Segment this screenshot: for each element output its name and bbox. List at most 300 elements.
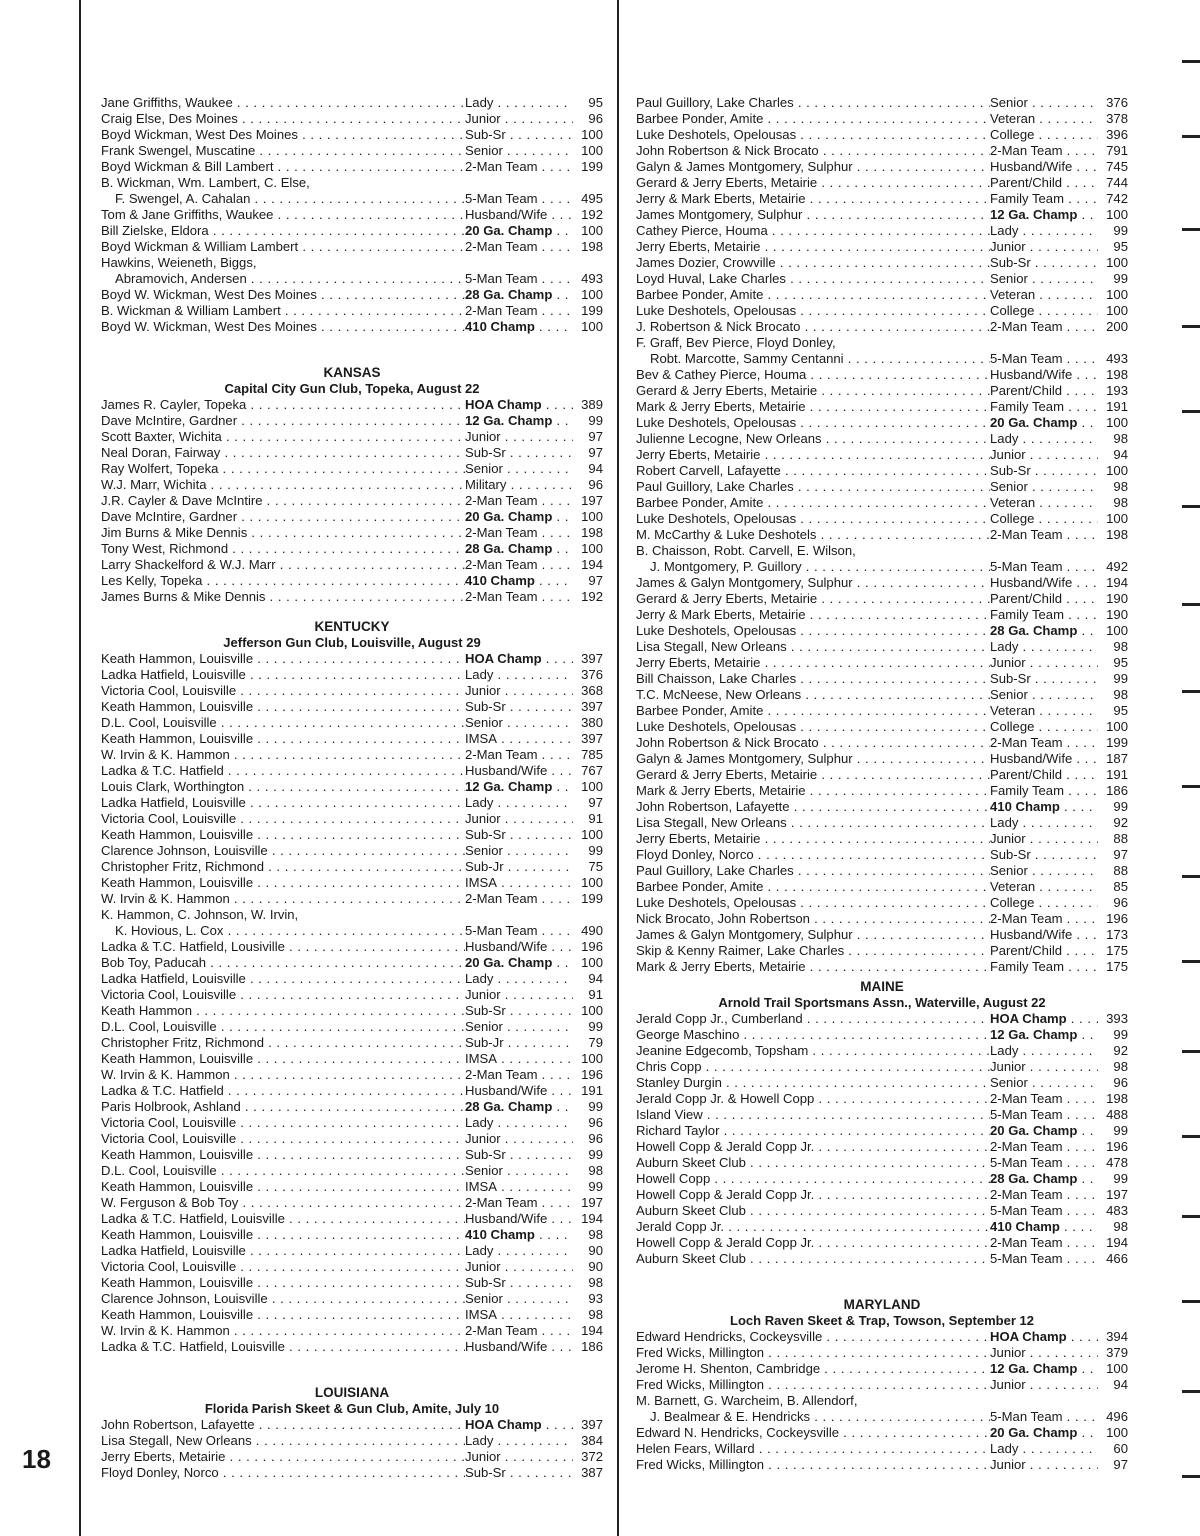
- score: 490: [581, 923, 603, 938]
- score: 99: [1113, 671, 1128, 686]
- result-row: [636, 1123, 1128, 1139]
- event-class: 2-Man Team: [990, 911, 1063, 926]
- result-row: [101, 747, 603, 763]
- score: 96: [1113, 1075, 1128, 1090]
- shooter-name: Auburn Skeet Club . . .: [636, 1203, 990, 1219]
- shooter-name: Luke Deshotels, Opelousas . . .: [636, 895, 990, 911]
- result-row: [636, 719, 1128, 735]
- result-row: [101, 1131, 603, 1147]
- shooter-name: Floyd Donley, Norco . . .: [101, 1465, 465, 1481]
- shooter-name: Dave McIntire, Gardner . . .: [101, 509, 465, 525]
- shooter-name: Jim Burns & Mike Dennis . . .: [101, 525, 465, 541]
- event-class: Lady: [465, 1243, 494, 1258]
- result-row: [101, 239, 603, 255]
- edge-mark: [1182, 785, 1200, 788]
- result-row: [636, 239, 1128, 255]
- score: 380: [581, 715, 603, 730]
- score: 99: [588, 1179, 603, 1194]
- event-class: Senior: [990, 863, 1028, 878]
- event-class: Family Team: [990, 399, 1064, 414]
- score: 95: [588, 95, 603, 110]
- club-heading: Arnold Trail Sportsmans Assn., Waterville, August 22: [718, 995, 1046, 1010]
- column-divider-rule: [617, 0, 619, 1536]
- event-class: IMSA: [465, 731, 498, 746]
- score: 100: [1106, 719, 1128, 734]
- shooter-name: Julienne Lecogne, New Orleans . . .: [636, 431, 990, 447]
- score: 98: [1113, 1219, 1128, 1234]
- shooter-name: M. McCarthy & Luke Deshotels . . .: [636, 527, 990, 543]
- result-row: [101, 1417, 603, 1433]
- edge-mark: [1182, 1475, 1200, 1478]
- event-class: Junior: [990, 1377, 1026, 1392]
- score: 397: [581, 731, 603, 746]
- shooter-name: Robert Carvell, Lafayette . . .: [636, 463, 990, 479]
- score: 186: [1106, 783, 1128, 798]
- shooter-name: Boyd W. Wickman, West Des Moines . . .: [101, 319, 465, 335]
- event-class: 2-Man Team: [990, 1139, 1063, 1154]
- score: 100: [581, 509, 603, 524]
- result-row: [101, 683, 603, 699]
- result-row: [101, 223, 603, 239]
- result-row: [101, 1449, 603, 1465]
- edge-mark: [1182, 1390, 1200, 1393]
- result-row: [636, 127, 1128, 143]
- event-class: 2-Man Team: [990, 1091, 1063, 1106]
- event-class: Sub-Sr: [990, 847, 1031, 862]
- edge-mark: [1182, 505, 1200, 508]
- score: 389: [581, 397, 603, 412]
- event-class: Junior: [465, 1259, 501, 1274]
- result-row: [636, 799, 1128, 815]
- score: 90: [588, 1259, 603, 1274]
- event-class: 5-Man Team: [990, 1203, 1063, 1218]
- score: 466: [1106, 1251, 1128, 1266]
- result-name-line: M. Barnett, G. Warcheim, B. Allendorf,: [636, 1393, 858, 1408]
- shooter-name: Craig Else, Des Moines . . .: [101, 111, 465, 127]
- result-row: [636, 1139, 1128, 1155]
- event-class: 20 Ga. Champ: [990, 1123, 1078, 1138]
- shooter-name: Auburn Skeet Club . . .: [636, 1251, 990, 1267]
- shooter-name: Ladka & T.C. Hatfield . . .: [101, 1083, 465, 1099]
- event-class: IMSA: [465, 1307, 498, 1322]
- event-class: Senior: [465, 1019, 503, 1034]
- edge-mark: [1182, 603, 1200, 606]
- event-class: 12 Ga. Champ: [465, 779, 553, 794]
- event-class: Military: [465, 477, 507, 492]
- result-row: [101, 955, 603, 971]
- event-class: 2-Man Team: [465, 1067, 538, 1082]
- event-class: 20 Ga. Champ: [990, 1425, 1078, 1440]
- score: 98: [1113, 687, 1128, 702]
- shooter-name: Boyd Wickman, West Des Moines . . .: [101, 127, 465, 143]
- shooter-name: T.C. McNeese, New Orleans . . .: [636, 687, 990, 703]
- edge-mark: [1182, 1215, 1200, 1218]
- event-class: Lady: [990, 223, 1019, 238]
- shooter-name: D.L. Cool, Louisville . . .: [101, 715, 465, 731]
- event-class: 410 Champ: [990, 1219, 1060, 1234]
- score: 197: [1106, 1187, 1128, 1202]
- score: 191: [1106, 399, 1128, 414]
- shooter-name: Howell Copp . . .: [636, 1171, 990, 1187]
- event-class: HOA Champ: [990, 1329, 1067, 1344]
- event-class: HOA Champ: [465, 1417, 542, 1432]
- shooter-name: Chris Copp . . .: [636, 1059, 990, 1075]
- event-class: Lady: [465, 667, 494, 682]
- score: 100: [581, 955, 603, 970]
- score: 96: [588, 477, 603, 492]
- event-class: 2-Man Team: [465, 557, 538, 572]
- event-class: College: [990, 719, 1035, 734]
- shooter-name: B. Wickman & William Lambert . . .: [101, 303, 465, 319]
- result-row: [101, 303, 603, 319]
- event-class: Junior: [465, 683, 501, 698]
- event-class: Husband/Wife: [990, 751, 1073, 766]
- event-class: Sub-Sr: [990, 671, 1031, 686]
- shooter-name: Jerry & Mark Eberts, Metairie . . .: [636, 607, 990, 623]
- event-class: Husband/Wife: [990, 367, 1073, 382]
- event-class: Lady: [465, 971, 494, 986]
- result-row: [636, 223, 1128, 239]
- score: 98: [588, 1275, 603, 1290]
- score: 379: [1106, 1345, 1128, 1360]
- event-class: Sub-Sr: [465, 1003, 506, 1018]
- result-row: [101, 1035, 603, 1051]
- edge-mark: [1182, 875, 1200, 878]
- score: 99: [1113, 223, 1128, 238]
- score: 397: [581, 1417, 603, 1432]
- score: 91: [588, 987, 603, 1002]
- result-row: [101, 1019, 603, 1035]
- shooter-name: W. Irvin & K. Hammon . . .: [101, 1067, 465, 1083]
- score: 186: [581, 1339, 603, 1354]
- score: 100: [581, 875, 603, 890]
- shooter-name: Jane Griffiths, Waukee . . .: [101, 95, 465, 111]
- event-class: Husband/Wife: [990, 575, 1073, 590]
- event-class: Veteran: [990, 703, 1036, 718]
- shooter-name: Keath Hammon, Louisville . . .: [101, 1147, 465, 1163]
- shooter-name: Ladka Hatfield, Louisville . . .: [101, 795, 465, 811]
- result-row: [101, 1211, 603, 1227]
- shooter-name: Jerry Eberts, Metairie . . .: [101, 1449, 465, 1465]
- score: 196: [1106, 911, 1128, 926]
- shooter-name: Stanley Durgin . . .: [636, 1075, 990, 1091]
- edge-mark: [1182, 690, 1200, 693]
- shooter-name: W.J. Marr, Wichita . . .: [101, 477, 465, 493]
- edge-mark: [1182, 228, 1200, 231]
- result-row: [101, 779, 603, 795]
- result-name-line: Hawkins, Weieneth, Biggs,: [101, 255, 257, 270]
- event-class: Husband/Wife: [990, 159, 1073, 174]
- shooter-name: Howell Copp & Jerald Copp Jr. . . .: [636, 1187, 990, 1203]
- result-row: [101, 875, 603, 891]
- edge-mark: [1182, 1050, 1200, 1053]
- result-row: [101, 95, 603, 111]
- event-class: 12 Ga. Champ: [990, 1027, 1078, 1042]
- result-row: [636, 1027, 1128, 1043]
- result-row: [101, 445, 603, 461]
- shooter-name: Jerald Copp Jr. & Howell Copp . . .: [636, 1091, 990, 1107]
- score: 785: [581, 747, 603, 762]
- shooter-name: Bill Chaisson, Lake Charles . . .: [636, 671, 990, 687]
- score: 376: [581, 667, 603, 682]
- result-row: [636, 1107, 1128, 1123]
- shooter-name: Bob Toy, Paducah . . .: [101, 955, 465, 971]
- shooter-name: Paul Guillory, Lake Charles . . .: [636, 863, 990, 879]
- result-row: [636, 447, 1128, 463]
- shooter-name: Ladka Hatfield, Louisville . . .: [101, 667, 465, 683]
- score: 98: [1113, 1059, 1128, 1074]
- result-row: [636, 191, 1128, 207]
- score: 100: [1106, 511, 1128, 526]
- result-name-line: B. Chaisson, Robt. Carvell, E. Wilson,: [636, 543, 856, 558]
- shooter-name: Jerald Copp Jr., Cumberland . . .: [636, 1011, 990, 1027]
- result-row: [636, 367, 1128, 383]
- result-row: [101, 541, 603, 557]
- result-row: [101, 811, 603, 827]
- result-row: [101, 1051, 603, 1067]
- shooter-name: Paul Guillory, Lake Charles . . .: [636, 479, 990, 495]
- score: 197: [581, 1195, 603, 1210]
- result-row: [101, 763, 603, 779]
- shooter-name: Mark & Jerry Eberts, Metairie . . .: [636, 783, 990, 799]
- event-class: 410 Champ: [990, 799, 1060, 814]
- result-row: [636, 1043, 1128, 1059]
- shooter-name: Galyn & James Montgomery, Sulphur . . .: [636, 751, 990, 767]
- result-row: [636, 783, 1128, 799]
- result-row: [101, 159, 603, 175]
- shooter-name: Lisa Stegall, New Orleans . . .: [636, 639, 990, 655]
- event-class: Parent/Child: [990, 943, 1063, 958]
- result-row: [636, 95, 1128, 111]
- event-class: Husband/Wife: [465, 1083, 548, 1098]
- result-row: [636, 463, 1128, 479]
- club-heading: Capital City Gun Club, Topeka, August 22: [224, 381, 480, 396]
- shooter-name: Ladka & T.C. Hatfield, Louisville . . .: [101, 1211, 465, 1227]
- shooter-name: Frank Swengel, Muscatine . . .: [101, 143, 465, 159]
- score: 97: [588, 445, 603, 460]
- shooter-name: Howell Copp & Jerald Copp Jr. . . .: [636, 1235, 990, 1251]
- score: 97: [588, 429, 603, 444]
- score: 98: [1113, 495, 1128, 510]
- shooter-name: Victoria Cool, Louisville . . .: [101, 1115, 465, 1131]
- shooter-name: James R. Cayler, Topeka . . .: [101, 397, 465, 413]
- shooter-name: John Robertson & Nick Brocato . . .: [636, 735, 990, 751]
- score: 100: [581, 1003, 603, 1018]
- shooter-name: Gerard & Jerry Eberts, Metairie . . .: [636, 383, 990, 399]
- result-row: [636, 735, 1128, 751]
- shooter-name: Richard Taylor . . .: [636, 1123, 990, 1139]
- score: 95: [1113, 703, 1128, 718]
- shooter-name: Victoria Cool, Louisville . . .: [101, 811, 465, 827]
- event-class: Senior: [990, 271, 1028, 286]
- score: 368: [581, 683, 603, 698]
- score: 94: [588, 461, 603, 476]
- event-class: Senior: [465, 143, 503, 158]
- event-class: 5-Man Team: [990, 351, 1063, 366]
- event-class: Parent/Child: [990, 767, 1063, 782]
- event-class: Lady: [465, 1433, 494, 1448]
- score: 100: [1106, 623, 1128, 638]
- score: 194: [581, 1323, 603, 1338]
- event-class: Junior: [990, 239, 1026, 254]
- score: 199: [1106, 735, 1128, 750]
- event-class: HOA Champ: [465, 397, 542, 412]
- result-row: [101, 715, 603, 731]
- result-row: [636, 303, 1128, 319]
- event-class: Senior: [465, 461, 503, 476]
- result-row: [636, 511, 1128, 527]
- event-class: 28 Ga. Champ: [990, 1171, 1078, 1186]
- event-class: Sub-Sr: [465, 1465, 506, 1480]
- shooter-name: Loyd Huval, Lake Charles . . .: [636, 271, 990, 287]
- event-class: College: [990, 127, 1035, 142]
- shooter-name: Ladka & T.C. Hatfield, Lousiville . . .: [101, 939, 465, 955]
- event-class: Junior: [465, 1131, 501, 1146]
- event-class: Junior: [465, 111, 501, 126]
- shooter-name: Larry Shackelford & W.J. Marr . . .: [101, 557, 465, 573]
- result-row: [636, 1441, 1128, 1457]
- result-row: [101, 509, 603, 525]
- score: 100: [1106, 415, 1128, 430]
- score: 95: [1113, 655, 1128, 670]
- shooter-name: Jerome H. Shenton, Cambridge . . .: [636, 1361, 990, 1377]
- result-row: [636, 287, 1128, 303]
- event-class: 2-Man Team: [465, 747, 538, 762]
- shooter-name: K. Hovious, L. Cox . . .: [101, 923, 465, 939]
- event-class: Family Team: [990, 607, 1064, 622]
- result-row: [636, 751, 1128, 767]
- result-row: [101, 1003, 603, 1019]
- shooter-name: Ladka Hatfield, Louisville . . .: [101, 1243, 465, 1259]
- score: 100: [581, 1051, 603, 1066]
- score: 98: [588, 1307, 603, 1322]
- event-class: 5-Man Team: [465, 191, 538, 206]
- score: 199: [581, 891, 603, 906]
- score: 99: [1113, 1171, 1128, 1186]
- score: 98: [1113, 479, 1128, 494]
- state-heading: KANSAS: [323, 365, 381, 380]
- event-class: Lady: [465, 1115, 494, 1130]
- event-class: Junior: [990, 447, 1026, 462]
- event-class: Parent/Child: [990, 383, 1063, 398]
- score: 98: [1113, 639, 1128, 654]
- event-class: 28 Ga. Champ: [465, 287, 553, 302]
- event-class: Junior: [465, 1449, 501, 1464]
- edge-mark: [1182, 325, 1200, 328]
- event-class: HOA Champ: [465, 651, 542, 666]
- score: 190: [1106, 607, 1128, 622]
- shooter-name: Ladka & T.C. Hatfield . . .: [101, 763, 465, 779]
- event-class: 5-Man Team: [990, 1251, 1063, 1266]
- result-row: [101, 1147, 603, 1163]
- event-class: Junior: [990, 1059, 1026, 1074]
- result-row: [636, 207, 1128, 223]
- result-row: [636, 351, 1128, 367]
- score: 200: [1106, 319, 1128, 334]
- shooter-name: Bev & Cathey Pierce, Houma . . .: [636, 367, 990, 383]
- score: 187: [1106, 751, 1128, 766]
- score: 100: [581, 319, 603, 334]
- result-row: [101, 651, 603, 667]
- score: 194: [581, 557, 603, 572]
- shooter-name: F. Swengel, A. Cahalan . . .: [101, 191, 465, 207]
- result-row: [636, 399, 1128, 415]
- score: 60: [1113, 1441, 1128, 1456]
- event-class: Husband/Wife: [465, 1339, 548, 1354]
- shooter-name: Bill Zielske, Eldora . . .: [101, 223, 465, 239]
- score: 492: [1106, 559, 1128, 574]
- result-row: [101, 971, 603, 987]
- shooter-name: Louis Clark, Worthington . . .: [101, 779, 465, 795]
- shooter-name: Helen Fears, Willard . . .: [636, 1441, 990, 1457]
- result-row: [101, 1179, 603, 1195]
- event-class: 28 Ga. Champ: [465, 1099, 553, 1114]
- score: 100: [1106, 255, 1128, 270]
- score: 100: [1106, 207, 1128, 222]
- score: 97: [1113, 1457, 1128, 1472]
- shooter-name: Edward Hendricks, Cockeysville . . .: [636, 1329, 990, 1345]
- result-row: [101, 1227, 603, 1243]
- result-row: [636, 159, 1128, 175]
- score: 98: [1113, 431, 1128, 446]
- event-class: Parent/Child: [990, 175, 1063, 190]
- result-row: [101, 191, 603, 207]
- result-row: [636, 1187, 1128, 1203]
- score: 99: [588, 1147, 603, 1162]
- score: 791: [1106, 143, 1128, 158]
- result-row: [101, 207, 603, 223]
- shooter-name: Fred Wicks, Millington . . .: [636, 1377, 990, 1393]
- shooter-name: Dave McIntire, Gardner . . .: [101, 413, 465, 429]
- shooter-name: Jerry Eberts, Metairie . . .: [636, 655, 990, 671]
- shooter-name: Robt. Marcotte, Sammy Centanni . . .: [636, 351, 990, 367]
- state-heading: MARYLAND: [843, 1297, 921, 1312]
- result-row: [636, 671, 1128, 687]
- event-class: 2-Man Team: [465, 303, 538, 318]
- event-class: 410 Champ: [465, 573, 535, 588]
- result-row: [101, 589, 603, 605]
- score: 192: [581, 207, 603, 222]
- shooter-name: Scott Baxter, Wichita . . .: [101, 429, 465, 445]
- score: 394: [1106, 1329, 1128, 1344]
- shooter-name: George Maschino . . .: [636, 1027, 990, 1043]
- score: 92: [1113, 1043, 1128, 1058]
- score: 196: [581, 939, 603, 954]
- score: 194: [1106, 575, 1128, 590]
- event-class: Sub-Sr: [465, 699, 506, 714]
- club-heading: Florida Parish Skeet & Gun Club, Amite, July 10: [204, 1401, 500, 1416]
- score: 199: [581, 303, 603, 318]
- edge-mark: [1182, 1300, 1200, 1303]
- result-row: [101, 1067, 603, 1083]
- left-margin-rule: [79, 0, 81, 1536]
- score: 99: [588, 1019, 603, 1034]
- result-row: [101, 667, 603, 683]
- result-row: [101, 1115, 603, 1131]
- result-row: [636, 1155, 1128, 1171]
- shooter-name: Cathey Pierce, Houma . . .: [636, 223, 990, 239]
- score: 79: [588, 1035, 603, 1050]
- event-class: Sub-Sr: [990, 255, 1031, 270]
- shooter-name: James Dozier, Crowville . . .: [636, 255, 990, 271]
- event-class: 2-Man Team: [990, 143, 1063, 158]
- result-row: [101, 429, 603, 445]
- result-row: [636, 575, 1128, 591]
- event-class: Lady: [990, 1441, 1019, 1456]
- result-row: [101, 287, 603, 303]
- score: 88: [1113, 863, 1128, 878]
- score: 90: [588, 1243, 603, 1258]
